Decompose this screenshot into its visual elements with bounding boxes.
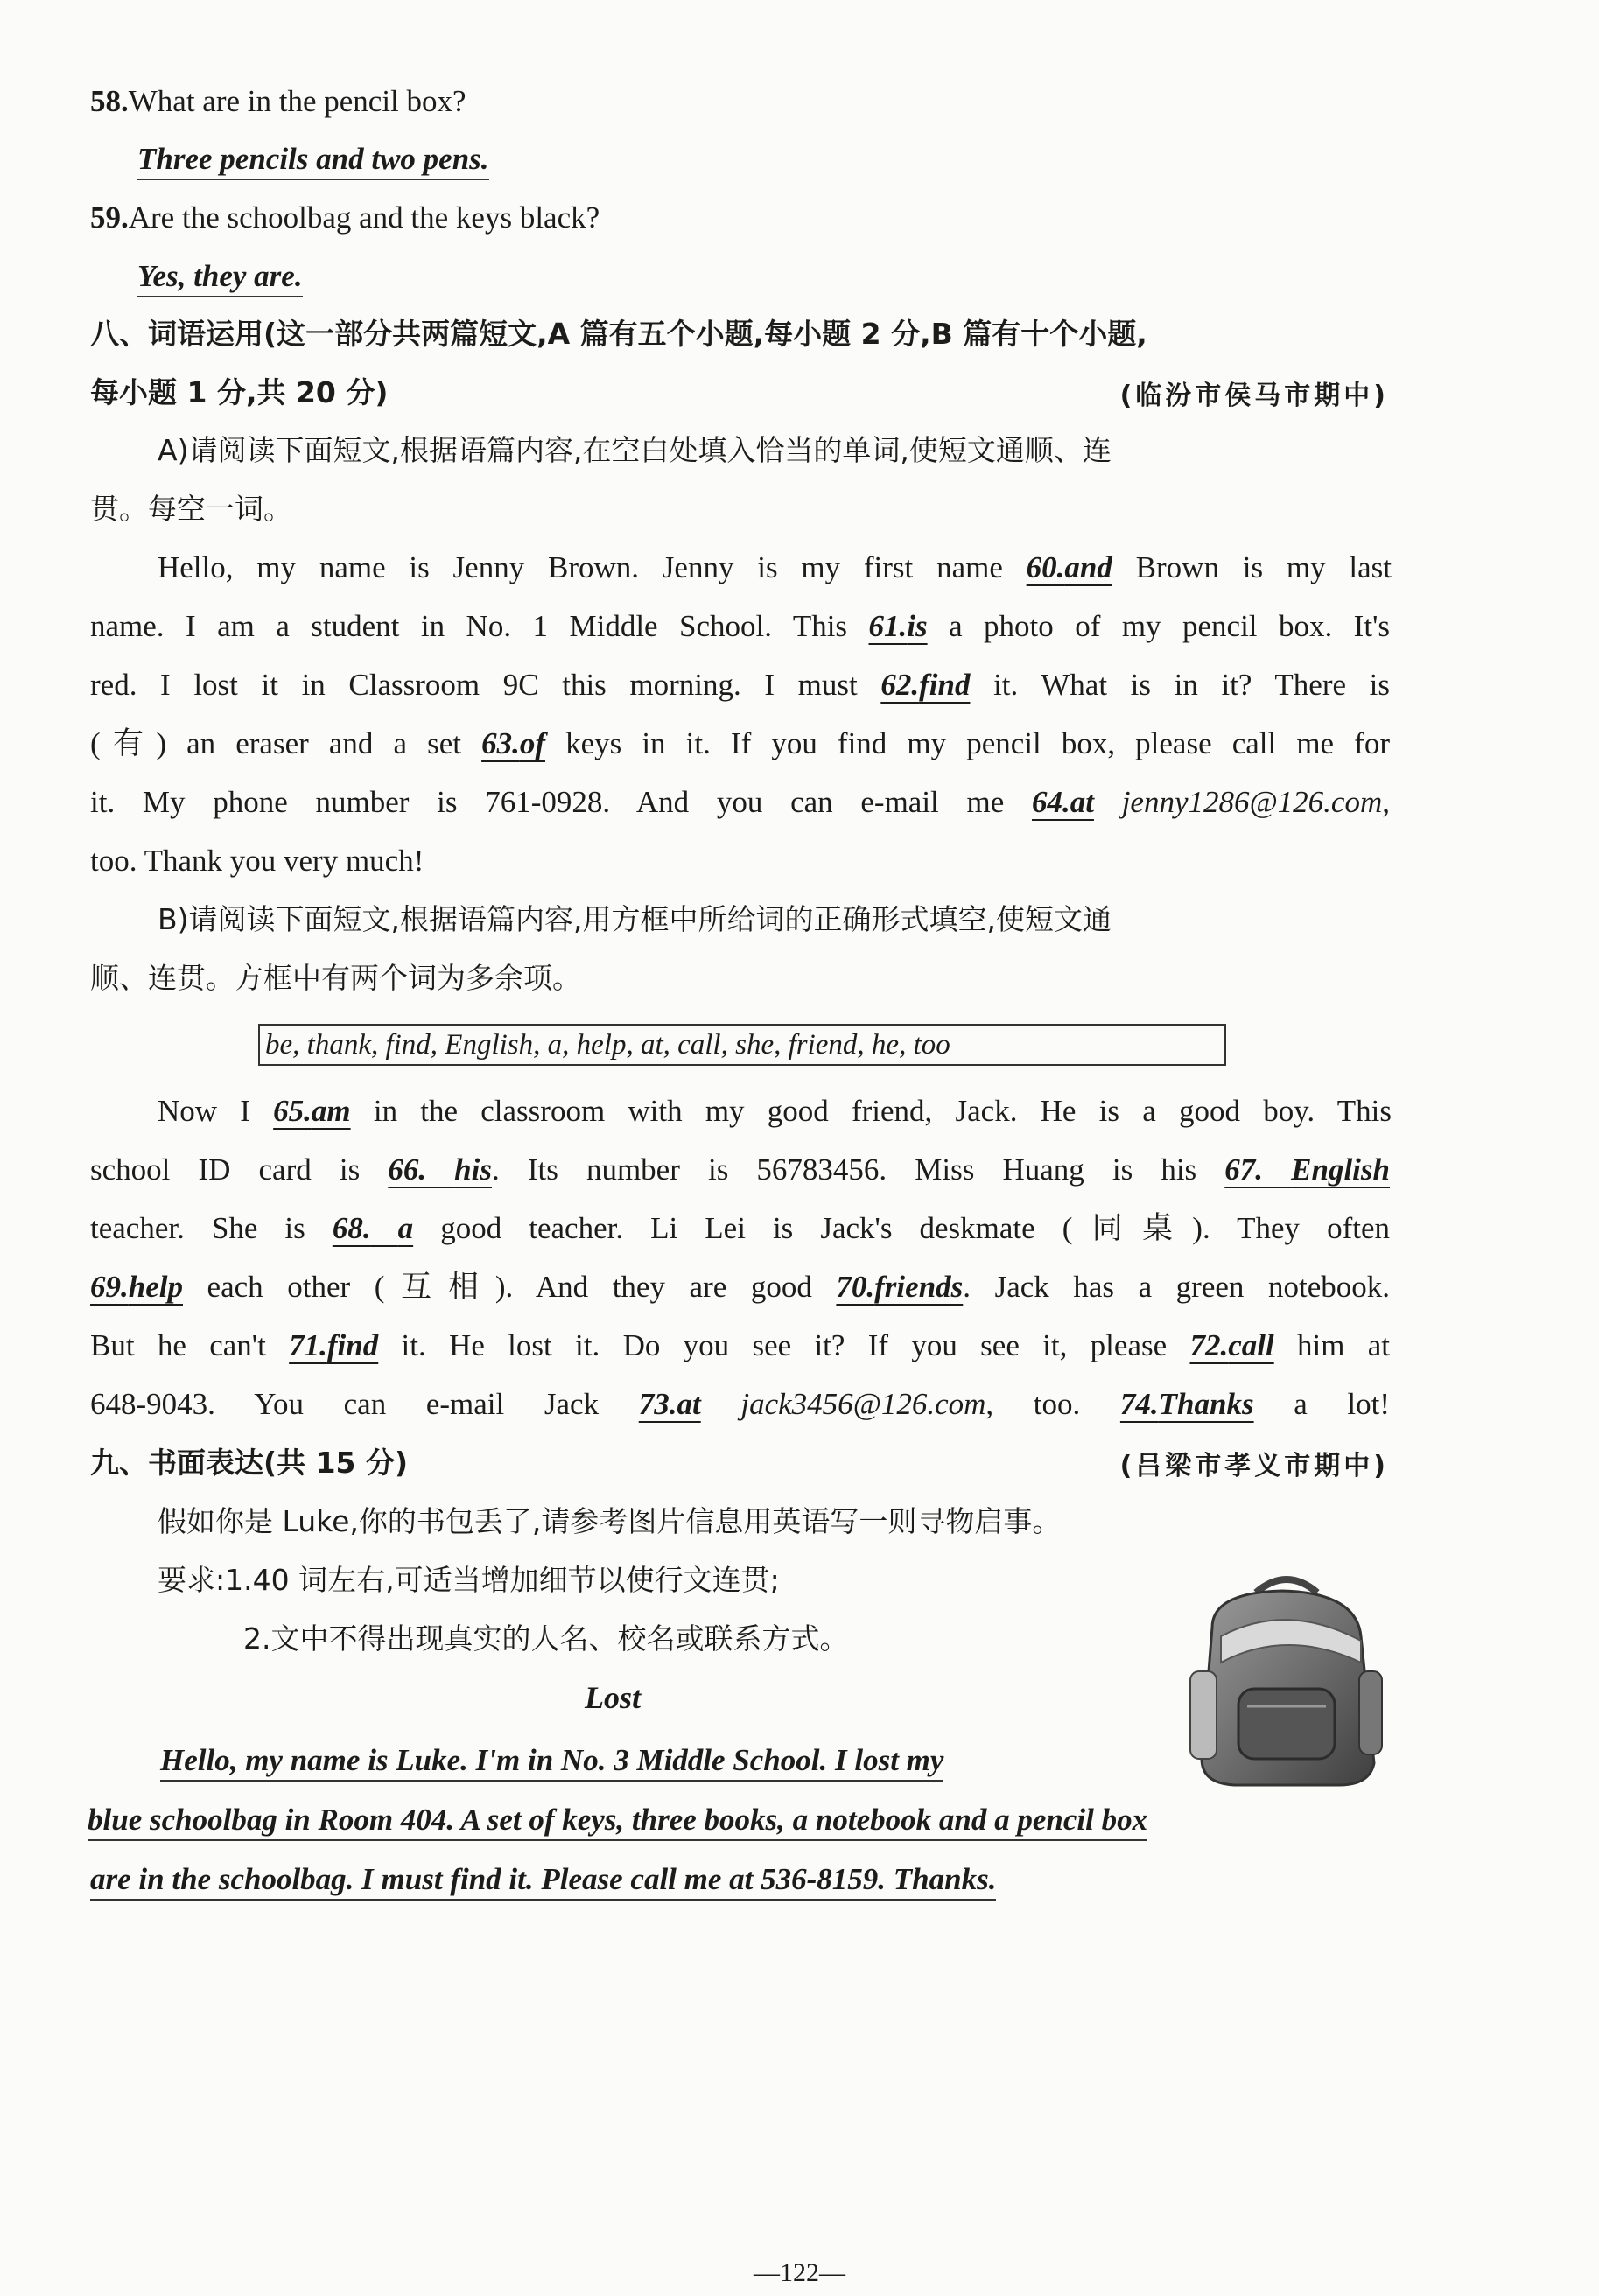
question-text: Are the schoolbag and the keys black? <box>128 200 600 234</box>
part-b-instruction-line1: B)请阅读下面短文,根据语篇内容,用方框中所给词的正确形式填空,使短文通 <box>158 902 1112 936</box>
passage-text: red. I lost it in Classroom 9C this morning. I must <box>90 668 881 702</box>
passage-b-line <box>90 1325 1390 1367</box>
part-a-instruction-line2: 贯。每空一词。 <box>90 492 292 526</box>
question-58 <box>90 80 1390 122</box>
essay-title: Lost <box>585 1680 642 1715</box>
passage-a-line <box>90 606 1390 648</box>
section-8-title-line1: 八、词语运用(这一部分共两篇短文,A 篇有五个小题,每小题 2 分,B 篇有十个小题, <box>90 317 1147 351</box>
blank-70: 70.friends <box>836 1270 964 1304</box>
passage-text: . Its number is 56783456. Miss Huang is his <box>491 1152 1225 1186</box>
passage-text: in the classroom with my good friend, Jack. He is a good boy. This <box>350 1094 1392 1128</box>
passage-b-line <box>90 1266 1390 1308</box>
blank-65: 65.am <box>273 1094 351 1128</box>
passage-b-line <box>158 1090 1392 1132</box>
blank-71: 71.find <box>289 1328 379 1362</box>
essay-line <box>90 1858 996 1900</box>
question-59 <box>90 197 1390 239</box>
passage-text: But he can't <box>90 1328 290 1362</box>
blank-74: 74.Thanks <box>1119 1387 1254 1421</box>
passage-text: him at <box>1273 1328 1391 1362</box>
passage-a-line <box>158 547 1392 589</box>
passage-text: good teacher. Li Lei is Jack's deskmate (同桌). They often <box>413 1211 1390 1245</box>
essay-text: are in the schoolbag. I must find it. Please call me at 536-8159. Thanks. <box>90 1862 996 1900</box>
blank-61: 61.is <box>868 609 928 643</box>
essay-line <box>160 1740 943 1782</box>
blank-73: 73.at <box>638 1387 701 1421</box>
passage-text: Brown is my last <box>1112 550 1392 584</box>
passage-text: keys in it. If you find my pencil box, please call me for <box>544 726 1390 760</box>
blank-69: 69.help <box>90 1270 183 1304</box>
answer-text: Three pencils and two pens. <box>137 142 489 180</box>
passage-text: a lot! <box>1253 1387 1391 1421</box>
answer-text: Yes, they are. <box>137 259 303 298</box>
passage-text: school ID card is <box>90 1152 389 1186</box>
answer-58 <box>137 138 489 180</box>
passage-text: (有) an eraser and a set <box>90 726 482 760</box>
part-b-instruction-line2: 顺、连贯。方框中有两个词为多余项。 <box>90 961 581 995</box>
passage-text: each other (互相). And they are good <box>182 1270 837 1304</box>
passage-text: , too. <box>985 1387 1120 1421</box>
blank-63: 63.of <box>481 726 545 760</box>
writing-prompt: 假如你是 Luke,你的书包丢了,请参考图片信息用英语写一则寻物启事。 <box>158 1504 1062 1538</box>
passage-a-line: too. Thank you very much! <box>90 844 424 878</box>
blank-72: 72.call <box>1189 1328 1274 1362</box>
writing-requirement-1: 要求:1.40 词左右,可适当增加细节以使行文连贯; <box>158 1563 780 1597</box>
passage-text: a photo of my pencil box. It's <box>927 609 1390 643</box>
word-box: be, thank, find, English, a, help, at, call, she, friend, he, too <box>258 1024 1226 1066</box>
essay-text: Hello, my name is Luke. I'm in No. 3 Middle School. I lost my <box>160 1743 943 1782</box>
blank-68: 68. a <box>332 1211 414 1245</box>
writing-requirement-2: 2.文中不得出现真实的人名、校名或联系方式。 <box>243 1621 849 1656</box>
passage-text: name. I am a student in No. 1 Middle School. This <box>90 609 869 643</box>
question-number: 58. <box>90 84 129 118</box>
passage-text: , <box>1382 785 1390 819</box>
section-8-title-line2: 每小题 1 分,共 20 分) <box>90 375 389 410</box>
part-a-instruction-line1: A)请阅读下面短文,根据语篇内容,在空白处填入恰当的单词,使短文通顺、连 <box>158 433 1112 467</box>
passage-a-line <box>90 781 1390 823</box>
section-9-title: 九、书面表达(共 15 分) <box>90 1446 409 1480</box>
essay-text: blue schoolbag in Room 404. A set of keys, three books, a notebook and a pencil box <box>88 1802 1147 1841</box>
email-text: jack3456@126.com <box>740 1387 986 1421</box>
question-number: 59. <box>90 200 129 234</box>
page-number: —122— <box>754 2258 845 2287</box>
section-8-source: (临汾市侯马市期中) <box>1119 381 1389 411</box>
blank-62: 62.find <box>880 668 971 702</box>
passage-text: it. My phone number is 761-0928. And you can e-mail me <box>90 785 1032 819</box>
passage-text: . Jack has a green notebook. <box>963 1270 1390 1304</box>
passage-b-line <box>90 1149 1390 1191</box>
blank-66: 66. his <box>388 1152 492 1186</box>
passage-text: teacher. She is <box>90 1211 333 1245</box>
passage-text: Now I <box>158 1094 274 1128</box>
blank-64: 64.at <box>1031 785 1094 819</box>
blank-60: 60.and <box>1026 550 1112 584</box>
section-9-source: (吕梁市孝义市期中) <box>1119 1451 1389 1481</box>
passage-text: 648-9043. You can e-mail Jack <box>90 1387 639 1421</box>
passage-text: Hello, my name is Jenny Brown. Jenny is my first name <box>158 550 1027 584</box>
passage-a-line <box>90 723 1390 765</box>
passage-text: it. He lost it. Do you see it? If you see it, please <box>378 1328 1190 1362</box>
passage-b-line <box>90 1383 1390 1425</box>
email-text: jenny1286@126.com <box>1121 785 1383 819</box>
essay-line <box>88 1799 1147 1841</box>
schoolbag-icon <box>1186 1566 1387 1794</box>
passage-b-line <box>90 1208 1390 1250</box>
passage-text: it. What is in it? There is <box>970 668 1390 702</box>
answer-59 <box>137 256 303 298</box>
passage-a-line <box>90 664 1390 706</box>
question-text: What are in the pencil box? <box>128 84 466 118</box>
blank-67: 67. English <box>1224 1152 1390 1186</box>
